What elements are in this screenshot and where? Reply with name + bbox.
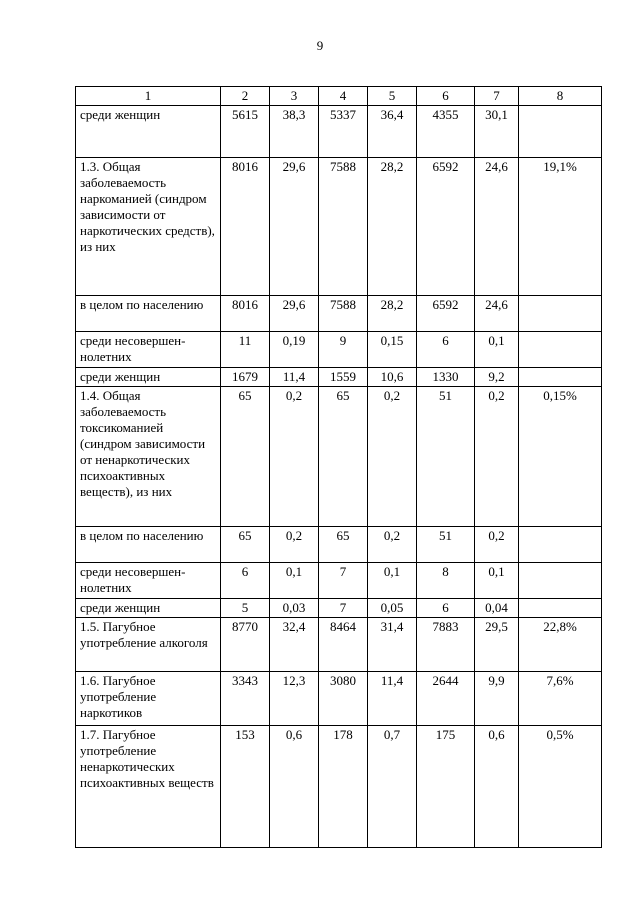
- table-cell: 0,04: [475, 599, 519, 618]
- table-row: [76, 726, 602, 848]
- table-cell: 28,2: [368, 158, 417, 296]
- table-cell: 0,15%: [519, 387, 602, 527]
- table-cell: 32,4: [270, 618, 319, 672]
- table-cell: 0,7: [368, 726, 417, 848]
- row-label: в целом по населению: [76, 296, 221, 332]
- table-cell: 5337: [319, 106, 368, 158]
- table-cell: 51: [417, 527, 475, 563]
- column-header: 5: [368, 87, 417, 106]
- table-cell: [519, 296, 602, 332]
- table-cell: 9,2: [475, 368, 519, 387]
- table-row: [76, 296, 602, 332]
- table-cell: 65: [221, 387, 270, 527]
- table-cell: 1330: [417, 368, 475, 387]
- table-cell: 0,05: [368, 599, 417, 618]
- table-cell: 0,2: [270, 387, 319, 527]
- statistics-table: [75, 86, 602, 848]
- table-cell: 178: [319, 726, 368, 848]
- table-cell: 24,6: [475, 296, 519, 332]
- table-cell: 0,2: [475, 387, 519, 527]
- table-cell: 29,5: [475, 618, 519, 672]
- table-cell: 9,9: [475, 672, 519, 726]
- table-cell: 4355: [417, 106, 475, 158]
- column-header: 4: [319, 87, 368, 106]
- table-cell: 19,1%: [519, 158, 602, 296]
- table-cell: 8770: [221, 618, 270, 672]
- table-cell: 175: [417, 726, 475, 848]
- table-cell: 65: [319, 527, 368, 563]
- table-cell: 8: [417, 563, 475, 599]
- table-cell: 0,1: [368, 563, 417, 599]
- table-row: [76, 618, 602, 672]
- table-cell: 29,6: [270, 296, 319, 332]
- table-row: [76, 368, 602, 387]
- table-cell: [519, 527, 602, 563]
- table-cell: 6592: [417, 296, 475, 332]
- table-cell: 12,3: [270, 672, 319, 726]
- table-cell: 5: [221, 599, 270, 618]
- row-label: 1.4. Общая заболеваемость токсикоманией (синдром зависимости от ненаркотических психоактивных веществ), из них: [76, 387, 221, 527]
- row-label: среди несовершен-нолетних: [76, 332, 221, 368]
- column-header: 2: [221, 87, 270, 106]
- column-header: 3: [270, 87, 319, 106]
- column-header: 1: [76, 87, 221, 106]
- table-cell: 0,03: [270, 599, 319, 618]
- table-cell: 0,15: [368, 332, 417, 368]
- table-cell: 3080: [319, 672, 368, 726]
- table-cell: 30,1: [475, 106, 519, 158]
- table-cell: [519, 332, 602, 368]
- table-cell: 3343: [221, 672, 270, 726]
- table-cell: 7: [319, 563, 368, 599]
- row-label: 1.5. Пагубное употребление алкоголя: [76, 618, 221, 672]
- table-row: [76, 387, 602, 527]
- table-row: [76, 527, 602, 563]
- table-row: [76, 158, 602, 296]
- row-label: среди несовершен-нолетних: [76, 563, 221, 599]
- table-cell: [519, 563, 602, 599]
- table-cell: 7883: [417, 618, 475, 672]
- table-cell: 0,2: [368, 387, 417, 527]
- table-cell: 6: [417, 332, 475, 368]
- table-cell: 28,2: [368, 296, 417, 332]
- table-cell: 2644: [417, 672, 475, 726]
- table-cell: 153: [221, 726, 270, 848]
- table-cell: 0,2: [368, 527, 417, 563]
- table-cell: 0,2: [270, 527, 319, 563]
- table-cell: 11,4: [270, 368, 319, 387]
- table-cell: 51: [417, 387, 475, 527]
- table-cell: 7,6%: [519, 672, 602, 726]
- table-cell: 65: [319, 387, 368, 527]
- table-row: [76, 332, 602, 368]
- table-cell: 0,1: [270, 563, 319, 599]
- row-label: среди женщин: [76, 368, 221, 387]
- table-cell: 38,3: [270, 106, 319, 158]
- table-cell: [519, 599, 602, 618]
- table-cell: 8016: [221, 296, 270, 332]
- table-cell: [519, 106, 602, 158]
- row-label: среди женщин: [76, 599, 221, 618]
- table-cell: 11,4: [368, 672, 417, 726]
- row-label: 1.7. Пагубное употребление ненаркотических психоактивных веществ: [76, 726, 221, 848]
- row-label: в целом по населению: [76, 527, 221, 563]
- table-cell: 5615: [221, 106, 270, 158]
- table-cell: 6: [417, 599, 475, 618]
- table-row: [76, 599, 602, 618]
- table-cell: 31,4: [368, 618, 417, 672]
- table-cell: 0,1: [475, 332, 519, 368]
- table-cell: 8016: [221, 158, 270, 296]
- table-cell: 1559: [319, 368, 368, 387]
- row-label: 1.3. Общая заболеваемость наркоманией (синдром зависимости от наркотических средств), из них: [76, 158, 221, 296]
- table-cell: 6592: [417, 158, 475, 296]
- column-header: 6: [417, 87, 475, 106]
- table-cell: 10,6: [368, 368, 417, 387]
- column-header: 7: [475, 87, 519, 106]
- table-row: [76, 106, 602, 158]
- row-label: среди женщин: [76, 106, 221, 158]
- table-cell: 0,2: [475, 527, 519, 563]
- table-cell: 24,6: [475, 158, 519, 296]
- row-label: 1.6. Пагубное употребление наркотиков: [76, 672, 221, 726]
- table-cell: 1679: [221, 368, 270, 387]
- table-cell: 9: [319, 332, 368, 368]
- table-cell: 22,8%: [519, 618, 602, 672]
- table-cell: 65: [221, 527, 270, 563]
- table-cell: [519, 368, 602, 387]
- table-cell: 0,1: [475, 563, 519, 599]
- table-cell: 0,19: [270, 332, 319, 368]
- table-header-row: [76, 87, 602, 106]
- table-cell: 7588: [319, 296, 368, 332]
- table-cell: 36,4: [368, 106, 417, 158]
- table-cell: 11: [221, 332, 270, 368]
- table-cell: 0,5%: [519, 726, 602, 848]
- column-header: 8: [519, 87, 602, 106]
- table-cell: 7588: [319, 158, 368, 296]
- table-cell: 29,6: [270, 158, 319, 296]
- table-row: [76, 672, 602, 726]
- page-number: 9: [316, 38, 324, 53]
- table-cell: 0,6: [270, 726, 319, 848]
- table-cell: 0,6: [475, 726, 519, 848]
- table-row: [76, 563, 602, 599]
- table-cell: 7: [319, 599, 368, 618]
- table-cell: 6: [221, 563, 270, 599]
- table-cell: 8464: [319, 618, 368, 672]
